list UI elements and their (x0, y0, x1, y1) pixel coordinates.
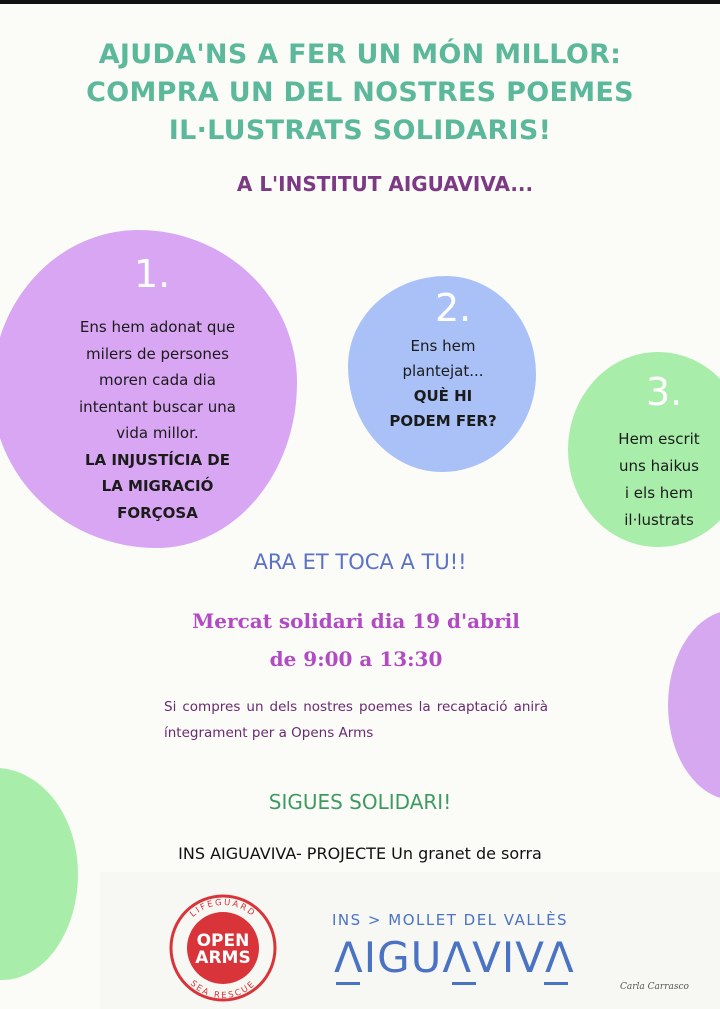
step-line-bold: LA MIGRACIÓ (101, 477, 214, 495)
step-line: Ens hem (410, 337, 476, 355)
top-border (0, 0, 720, 4)
step-1-number: 1. (134, 252, 171, 296)
market-time: de 9:00 a 13:30 (269, 647, 443, 671)
step-line: plantejat... (402, 362, 484, 380)
step-line: uns haikus (618, 457, 699, 475)
market-details (0, 602, 712, 678)
step-line: intentant buscar una (79, 397, 236, 416)
open-arms-logo (164, 893, 282, 1003)
title-line: IL·LUSTRATS SOLIDARIS! (168, 115, 552, 146)
market-date: Mercat solidari dia 19 d'abril (192, 609, 520, 633)
title-line: COMPRA UN DEL NOSTRES POEMES (86, 77, 634, 108)
aiguaviva-logo (330, 932, 590, 992)
call-to-action: ARA ET TOCA A TU!! (253, 550, 467, 574)
step-1-text (40, 314, 275, 526)
step-line: vida millor. (116, 424, 199, 442)
step-line: milers de persones (86, 344, 229, 363)
title-line: AJUDA'NS A FER UN MÓN MILLOR: (98, 39, 622, 70)
logo-ring-top: LIFEGUARD (188, 897, 258, 920)
logo-name-1: OPEN (196, 931, 250, 951)
step-2-text (358, 334, 528, 434)
step-2-number: 2. (435, 286, 472, 330)
step-line: Hem escrit (618, 430, 700, 448)
step-line: il·lustrats (624, 511, 694, 529)
school-location: INS > MOLLET DEL VALLÈS (332, 911, 569, 929)
step-3-text (600, 426, 718, 534)
step-line-bold: FORÇOSA (117, 503, 198, 522)
step-3-number: 3. (646, 370, 683, 414)
step-line-bold: QUÈ HI (413, 387, 473, 405)
artist-credit: Carla Carrasco (620, 982, 689, 992)
step-line: i els hem (624, 484, 694, 502)
slogan: SIGUES SOLIDARI! (268, 790, 452, 814)
step-line: moren cada dia (99, 371, 216, 389)
step-line-bold: LA INJUSTÍCIA DE (84, 450, 231, 469)
info-text: Si compres un dels nostres poemes la recaptació anirà íntegrament per a Opens Arms (164, 699, 548, 741)
page-subtitle: A L'INSTITUT AIGUAVIVA... (236, 172, 534, 196)
step-line-bold: PODEM FER? (389, 412, 497, 430)
school-name: ΛIGUΛVIVΛ (334, 933, 575, 982)
logo-name-2: ARMS (195, 948, 251, 968)
page-title (0, 36, 720, 150)
step-line: Ens hem adonat que (79, 318, 236, 336)
logo-ring-bottom: SEA RESCUE (188, 978, 258, 1002)
project-line: INS AIGUAVIVA- PROJECTE Un granet de sorra (178, 844, 542, 863)
